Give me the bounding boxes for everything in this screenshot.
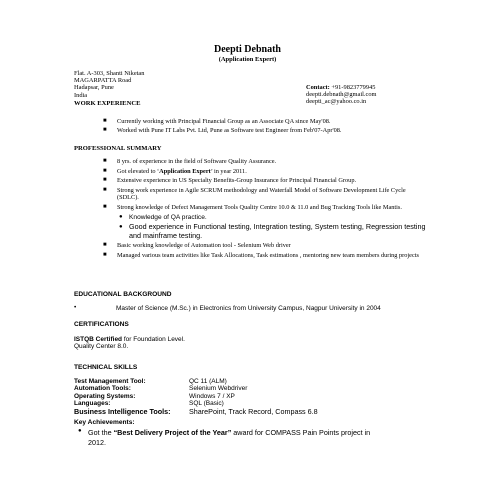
contact-email: deepti.debnath@gmail.com: [306, 91, 377, 99]
list-item: ■ Managed various team activities like Task Allocations, Task estimations , mentoring new team members during projects: [103, 251, 419, 259]
contact-email: deepti_ac@yahoo.co.in: [306, 98, 367, 106]
skill-row: Test Management Tool: QC 11 (ALM): [74, 378, 227, 385]
bullet-icon: ■: [103, 158, 107, 164]
skill-row: Languages: SQL (Basic): [74, 400, 224, 408]
list-item: ■ Strong work experience in Agile SCRUM methodology and Waterfall Model of Software Development Life Cycle (SDLC).: [103, 186, 406, 202]
key-achievements-heading: Key Achievements:: [74, 419, 135, 426]
skill-row: Automation Tools: Selenium Webdriver: [74, 385, 248, 393]
contact-block: [306, 84, 376, 106]
achievement-item: Got the “Best Delivery Project of the Year” award for COMPASS Pain Points project in 2012.: [88, 428, 371, 447]
address-line: MAGARPATTA Road: [74, 77, 132, 85]
address-line: Hadapsar, Pune: [74, 84, 114, 92]
address-line: Flat. A-303, Shanti Niketan: [74, 70, 145, 77]
bullet-icon: ■: [103, 177, 107, 184]
bullet-icon: ■: [103, 203, 107, 210]
certification-line: Quality Center 8.0.: [74, 343, 129, 351]
bullet-icon: ■: [103, 127, 107, 134]
skill-row: Operating Systems: Windows 7 / XP: [74, 392, 235, 400]
bullet-icon: ■: [103, 251, 107, 258]
achievement-bullet-icon: ●: [78, 428, 82, 434]
list-item: ■ Extensive experience in US Specialty Benefits-Group Insurance for Principal Financial Group.: [103, 177, 357, 185]
list-item: ■ Got elevated to ‘Application Expert’ in year 2011.: [103, 167, 247, 175]
bullet-icon: ■: [103, 186, 107, 193]
bullet-icon: ■: [103, 167, 107, 174]
professional-summary-list: [103, 158, 427, 260]
list-item: ■ Worked with Pune IT Labs Pvt. Ltd, Pune as Software test Engineer from Feb'07-Apr'08.: [103, 127, 342, 135]
list-item: ■ Basic working knowledge of Automation tool - Selenium Web driver: [103, 242, 291, 250]
professional-summary-heading: PROFESSIONAL SUMMARY: [74, 145, 162, 152]
resume-title: (Application Expert): [218, 56, 277, 63]
address-block: [74, 70, 144, 99]
skill-row: Business Intelligence Tools: SharePoint, Track Record, Compass 6.8: [74, 406, 318, 416]
list-item: ■ Currently working with Principal Financial Group as an Associate QA since May'08.: [103, 118, 331, 125]
bullet-icon: ■: [103, 118, 107, 124]
list-item: ■ Strong knowledge of Defect Management Tools Quality Centre 10.0 & 11.0 and Bug Tracking Tools like Mantis.: [103, 203, 402, 211]
education-heading: EDUCATIONAL BACKGROUND: [74, 291, 172, 298]
sub-list-item: ● Knowledge of QA practice.: [119, 213, 207, 221]
bullet-icon: ●: [119, 213, 123, 220]
resume-name: Deepti Debnath: [214, 44, 281, 55]
work-experience-heading: WORK EXPERIENCE: [74, 100, 141, 107]
certifications-heading: CERTIFICATIONS: [74, 321, 129, 328]
bullet-icon: ●: [119, 224, 123, 231]
sub-list-item: ● Good experience in Functional testing, Integration testing, System testing, Regression testing and mainframe testing.: [119, 222, 426, 240]
technical-skills-table: [74, 378, 318, 416]
certifications-block: [74, 336, 185, 351]
technical-skills-heading: TECHNICAL SKILLS: [74, 364, 138, 371]
education-bullet-icon: •: [74, 304, 77, 311]
education-item: Master of Science (M.Sc.) in Electronics from University Campus, Nagpur University in 2004: [116, 305, 381, 312]
work-experience-list: [103, 118, 342, 135]
list-item: ■ 8 yrs. of experience in the field of Software Quality Assurance.: [103, 158, 277, 165]
bullet-icon: ■: [103, 242, 107, 249]
address-line: India: [74, 91, 88, 99]
certification-line: ISTQB Certified for Foundation Level.: [74, 336, 185, 343]
contact-phone: Contact: +91-9823779945: [306, 84, 376, 91]
